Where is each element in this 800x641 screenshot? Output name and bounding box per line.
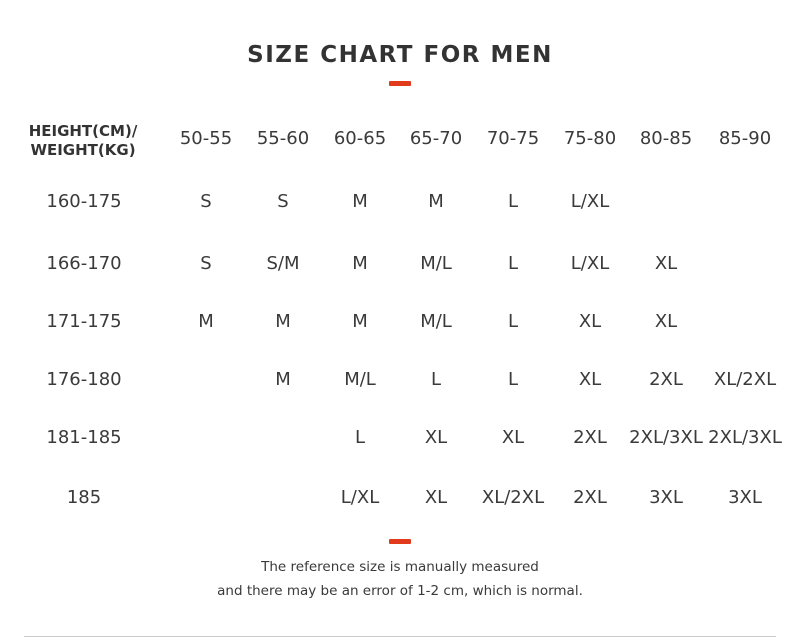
size-cell: L/XL — [570, 191, 610, 212]
size-cell: XL — [578, 311, 602, 332]
size-cell: 3XL — [728, 487, 762, 508]
height-cell: 160-175 — [46, 191, 122, 212]
size-cell: XL — [654, 253, 678, 274]
header-label — [14, 122, 152, 160]
size-cell: M — [428, 191, 444, 212]
size-cell: L — [507, 311, 519, 332]
size-cell: M — [198, 311, 214, 332]
weight-header-cell: 60-65 — [333, 128, 387, 149]
note-line-1: The reference size is manually measured — [261, 559, 539, 575]
size-cell: L — [354, 427, 366, 448]
size-cell: M — [352, 191, 368, 212]
size-cell: M/L — [420, 311, 452, 332]
size-cell: 2XL/3XL — [629, 427, 703, 448]
size-cell: M — [352, 253, 368, 274]
size-cell: S/M — [266, 253, 300, 274]
size-cell: XL — [578, 369, 602, 390]
size-cell: M/L — [420, 253, 452, 274]
size-cell: 2XL — [573, 487, 607, 508]
size-cell: XL/2XL — [481, 487, 545, 508]
weight-header-cell: 75-80 — [563, 128, 617, 149]
size-cell: XL — [424, 487, 448, 508]
size-cell: L/XL — [340, 487, 380, 508]
note-accent-bar — [389, 539, 411, 544]
weight-header-cell: 50-55 — [179, 128, 233, 149]
weight-header-cell: 70-75 — [486, 128, 540, 149]
size-cell: S — [277, 191, 289, 212]
size-cell: XL — [424, 427, 448, 448]
size-cell: L — [507, 369, 519, 390]
height-cell: 166-170 — [46, 253, 122, 274]
weight-header-cell: 85-90 — [718, 128, 772, 149]
header-label-height: HEIGHT(CM)/ — [28, 122, 138, 140]
header-label-weight: WEIGHT(KG) — [30, 141, 136, 159]
title-accent-bar — [389, 81, 411, 86]
size-cell: 2XL — [573, 427, 607, 448]
size-cell: XL — [501, 427, 525, 448]
size-cell: S — [200, 191, 212, 212]
size-cell: L — [430, 369, 442, 390]
size-cell: XL — [654, 311, 678, 332]
height-cell: 171-175 — [46, 311, 122, 332]
size-cell: L — [507, 253, 519, 274]
size-cell: M — [352, 311, 368, 332]
chart-title: SIZE CHART FOR MEN — [247, 42, 553, 68]
note-line-2: and there may be an error of 1-2 cm, which is normal. — [217, 583, 583, 599]
size-cell: M/L — [344, 369, 376, 390]
weight-header-cell: 65-70 — [409, 128, 463, 149]
height-cell: 176-180 — [46, 369, 122, 390]
size-cell: L/XL — [570, 253, 610, 274]
size-cell: 2XL — [649, 369, 683, 390]
size-cell: M — [275, 369, 291, 390]
size-cell: L — [507, 191, 519, 212]
height-cell: 181-185 — [46, 427, 122, 448]
size-cell: S — [200, 253, 212, 274]
height-cell: 185 — [66, 487, 102, 508]
bottom-divider — [24, 636, 776, 637]
weight-header-cell: 80-85 — [639, 128, 693, 149]
size-cell: 3XL — [649, 487, 683, 508]
weight-header-cell: 55-60 — [256, 128, 310, 149]
size-cell: XL/2XL — [713, 369, 777, 390]
size-cell: M — [275, 311, 291, 332]
size-cell: 2XL/3XL — [708, 427, 782, 448]
